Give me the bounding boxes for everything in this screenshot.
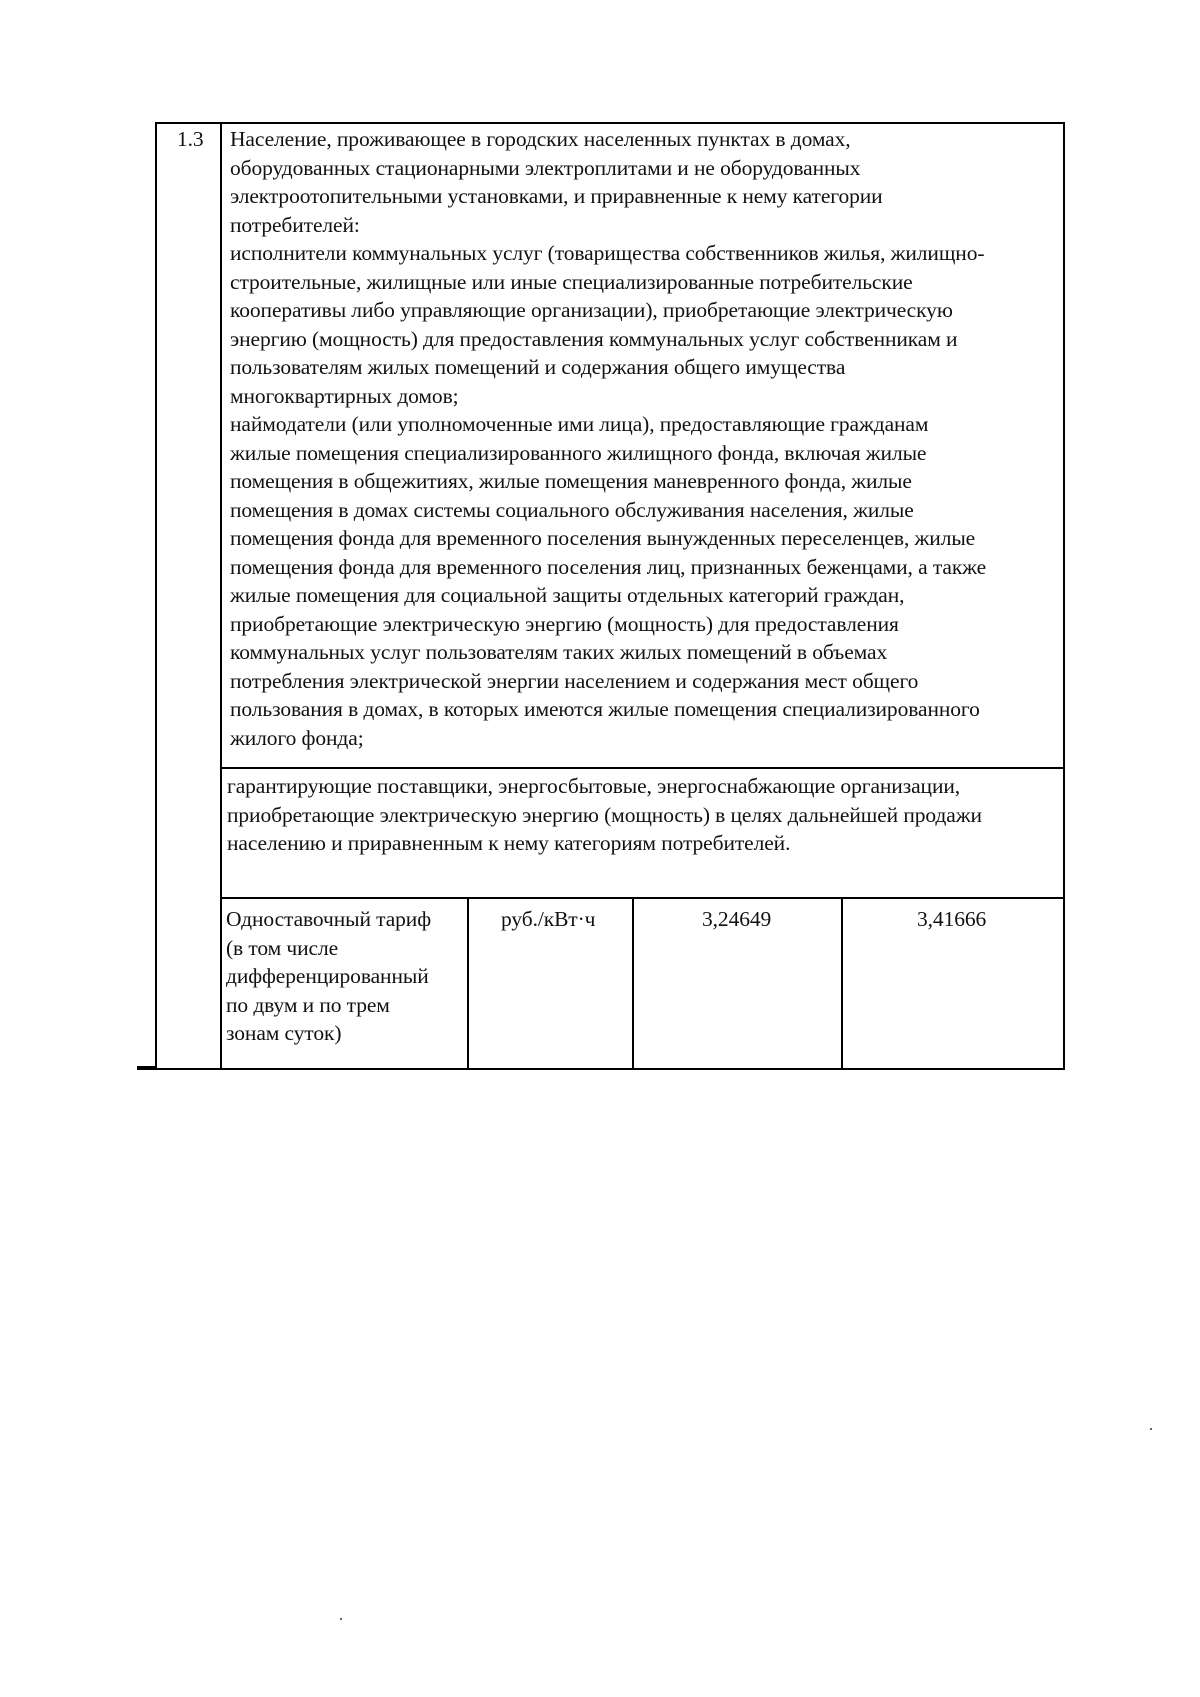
scan-speck xyxy=(1150,1428,1152,1430)
description-line: пользователям жилых помещений и содержания общего имущества xyxy=(230,355,846,379)
tariff-value-2: 3,41666 xyxy=(917,907,987,931)
tariff-table xyxy=(137,122,1065,1070)
description-line: оборудованных стационарными электроплитами и не оборудованных xyxy=(230,155,861,180)
row-number: 1.3 xyxy=(177,127,204,151)
description-line: помещения фонда для временного поселения лиц, признанных беженцами, а также xyxy=(230,554,987,579)
suppliers-line: населению и приравненным к нему категориям потребителей. xyxy=(227,831,791,855)
description-line: строительные, жилищные или иные специализированные потребительские xyxy=(230,269,913,294)
description-line: жилые помещения специализированного жилищного фонда, включая жилые xyxy=(230,440,927,465)
description-line: потребителей: xyxy=(230,212,360,237)
tariff-unit: руб./кВт·ч xyxy=(501,907,596,931)
bottom-left-stub xyxy=(137,1066,157,1069)
row-separator-1 xyxy=(220,767,1065,769)
description-line: многоквартирных домов; xyxy=(230,383,459,408)
description-line: помещения в общежитиях, жилые помещения маневренного фонда, жилые xyxy=(230,469,912,493)
number-column-left-border xyxy=(155,122,157,1068)
description-line: исполнители коммунальных услуг (товарищества собственников жилья, жилищно- xyxy=(230,241,985,265)
description-line: пользования в домах, в которых имеются жилые помещения специализированного xyxy=(230,697,980,721)
tariff-name-line: дифференцированный xyxy=(226,964,429,988)
description-line: коммунальных услуг пользователям таких жилых помещений в объемах xyxy=(230,640,888,664)
description-line: электроотопительными установками, и приравненные к нему категории xyxy=(230,184,883,208)
tariff-name-line: по двум и по трем xyxy=(226,992,390,1017)
description-column-left-border xyxy=(220,122,222,1070)
description-line: помещения фонда для временного поселения вынужденных переселенцев, жилые xyxy=(230,526,976,550)
tariff-value-1: 3,24649 xyxy=(702,907,772,931)
row-separator-2 xyxy=(220,897,1065,899)
table-top-border xyxy=(155,122,1064,124)
scan-speck xyxy=(340,1618,342,1620)
description-line: жилого фонда; xyxy=(230,725,364,750)
description-line: приобретающие электрическую энергию (мощность) для предоставления xyxy=(230,611,899,636)
description-line: Население, проживающее в городских населенных пунктах в домах, xyxy=(230,127,851,151)
description-line: наймодатели (или уполномоченные ими лица), предоставляющие гражданам xyxy=(230,412,929,436)
description-line: кооперативы либо управляющие организации), приобретающие электрическую xyxy=(230,298,953,322)
tariff-col-separator-1 xyxy=(467,897,469,1070)
suppliers-line: приобретающие электрическую энергию (мощность) в целях дальнейшей продажи xyxy=(227,802,982,827)
tariff-col-separator-3 xyxy=(841,897,843,1070)
tariff-name-line: Одноставочный тариф xyxy=(226,907,432,931)
tariff-name-line: (в том числе xyxy=(226,935,339,960)
tariff-name-line: зонам суток) xyxy=(226,1021,342,1045)
table-right-border xyxy=(1063,122,1065,1070)
description-line: помещения в домах системы социального обслуживания населения, жилые xyxy=(230,497,914,522)
tariff-col-separator-2 xyxy=(632,897,634,1070)
description-line: энергию (мощность) для предоставления коммунальных услуг собственникам и xyxy=(230,326,958,351)
description-line: жилые помещения для социальной защиты отдельных категорий граждан, xyxy=(230,583,905,607)
suppliers-line: гарантирующие поставщики, энергосбытовые, энергоснабжающие организации, xyxy=(227,774,961,798)
table-bottom-border xyxy=(137,1068,1065,1070)
description-line: потребления электрической энергии населением и содержания мест общего xyxy=(230,668,919,693)
